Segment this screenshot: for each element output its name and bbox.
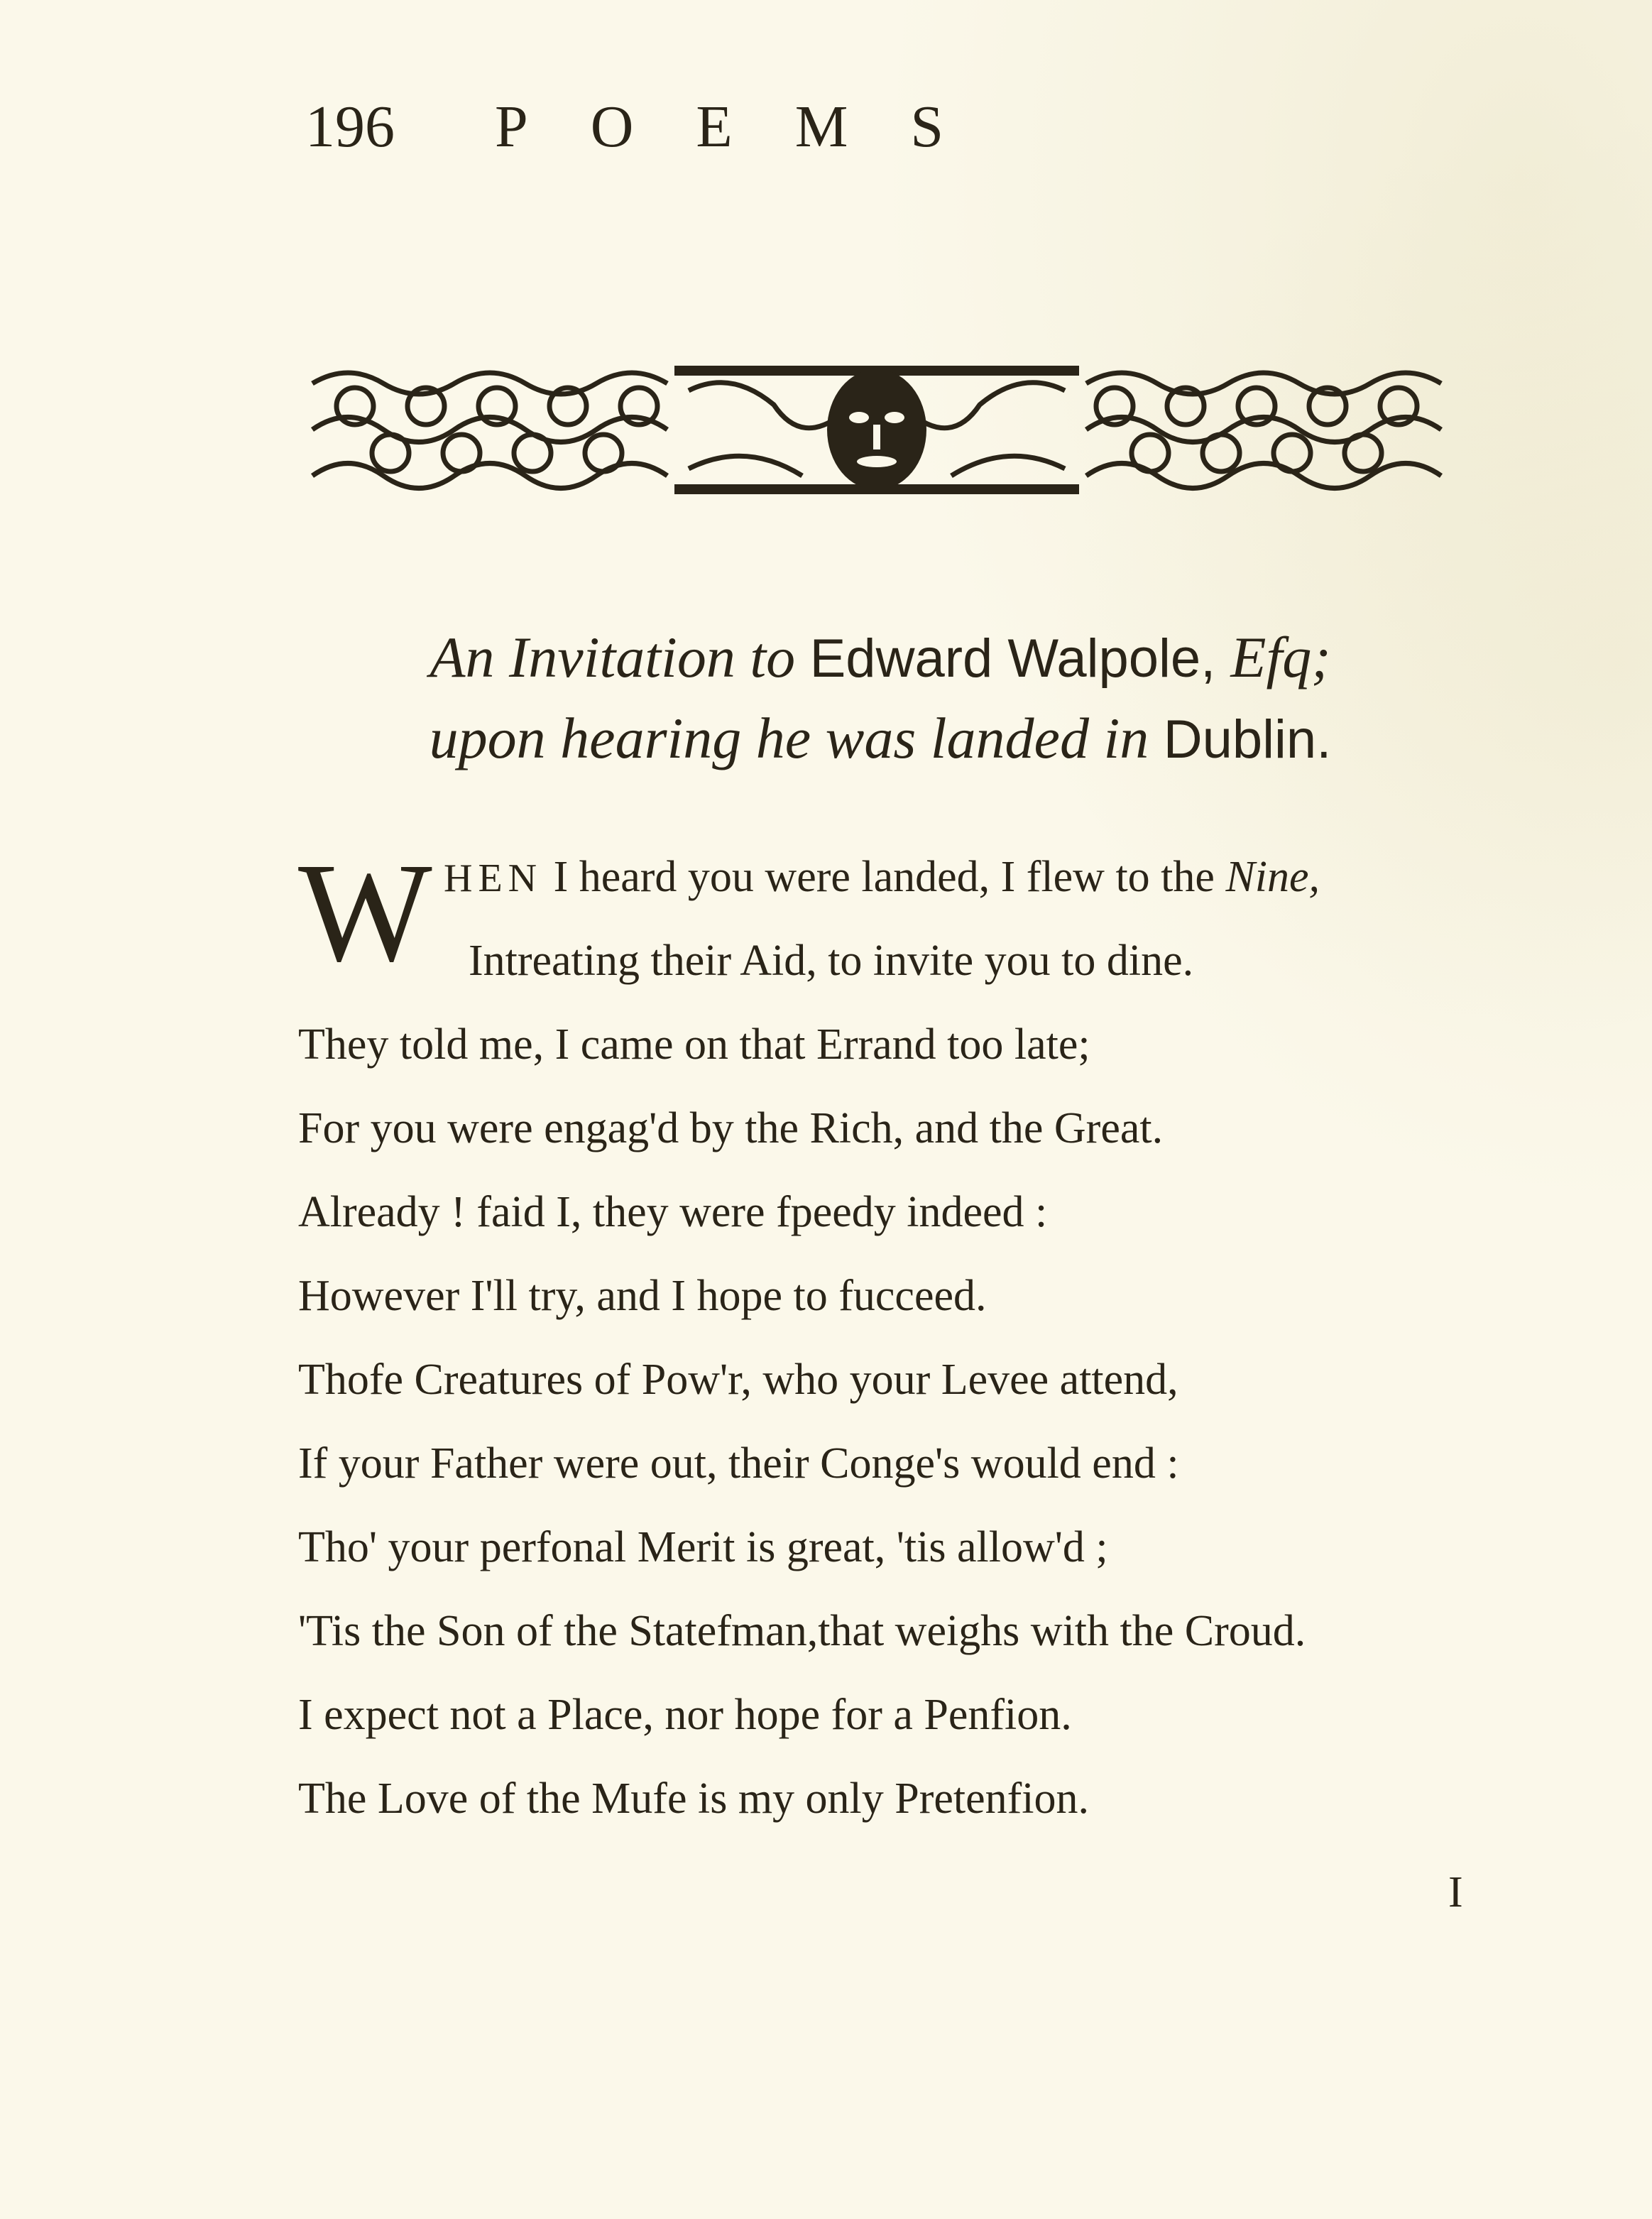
page-number: 196: [305, 94, 395, 160]
poem-line-6: However I'll try, and I hope to fucceed.: [298, 1272, 987, 1320]
poem-line-12: The Love of the Mufe is my only Pretenfion.: [298, 1774, 1090, 1823]
drop-cap: W: [298, 834, 432, 991]
running-title: POEMS: [495, 94, 1007, 160]
title-place: Dublin.: [1163, 709, 1332, 770]
first-line-text: I heard you were landed, I flew to the: [542, 853, 1226, 901]
poem-line-4: For you were engag'd by the Rich, and the Great.: [298, 1104, 1164, 1152]
title-esq: Efq;: [1230, 625, 1331, 689]
poem-line-10: 'Tis the Son of the Statefman,that weighs with the Croud.: [298, 1607, 1306, 1655]
poem-line-8: If your Father were out, their Conge's would end :: [298, 1439, 1179, 1488]
poem-line-2: Intreating their Aid, to invite you to dine.: [469, 937, 1194, 985]
title-italic-1: An Invitation to: [430, 625, 810, 689]
catchword: I: [1448, 1868, 1463, 1917]
title-line-1: [270, 618, 1491, 699]
poem-line-9: Tho' your perfonal Merit is great, 'tis allow'd ;: [298, 1523, 1108, 1571]
title-italic-2: upon hearing he was landed in: [429, 706, 1164, 770]
running-header: [305, 92, 1006, 161]
poem-line-11: I expect not a Place, nor hope for a Penfion.: [298, 1691, 1072, 1739]
ornament-headpiece: [305, 362, 1450, 497]
poem-line-3: They told me, I came on that Errand too late;: [298, 1020, 1090, 1069]
poem-line-1: [444, 849, 1320, 905]
poem-line-5: Already ! faid I, they were fpeedy indeed :: [298, 1188, 1048, 1236]
first-word-caps: HEN: [444, 856, 543, 900]
first-line-italic: Nine,: [1225, 853, 1320, 901]
title-name: Edward Walpole,: [809, 628, 1231, 689]
poem-line-7: Thofe Creatures of Pow'r, who your Levee attend,: [298, 1356, 1178, 1404]
title-line-2: [270, 699, 1491, 780]
poem-title: [270, 618, 1491, 780]
